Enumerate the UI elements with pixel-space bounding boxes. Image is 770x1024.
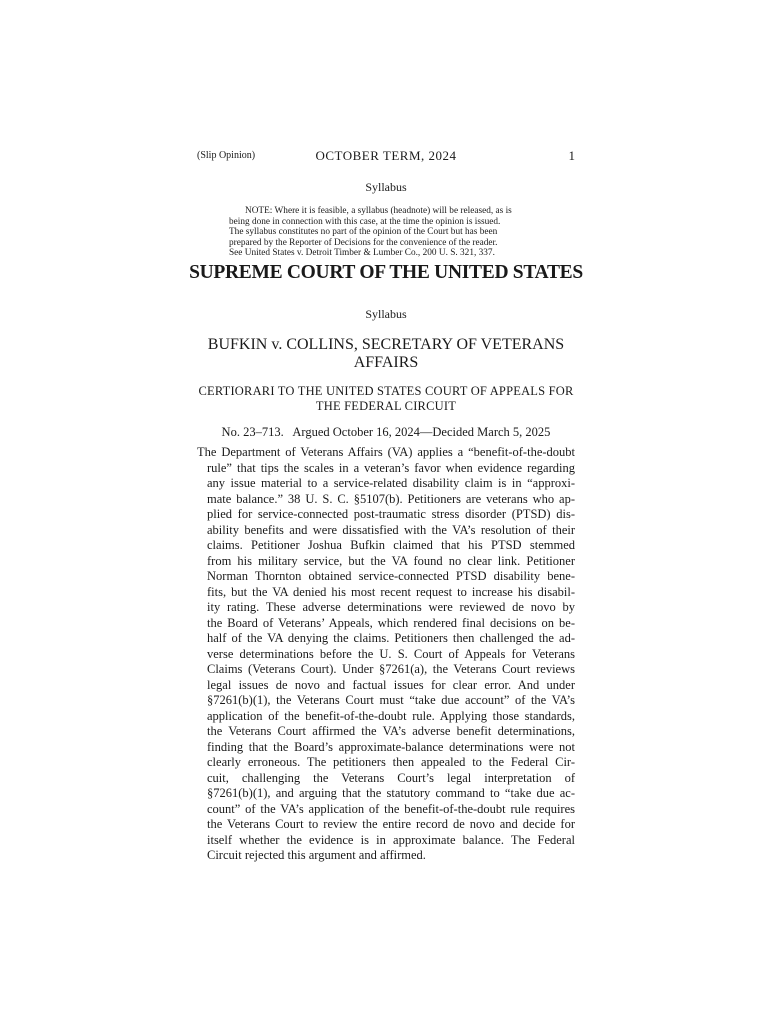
body-line: from his military service, but the VA found no clear link. Petitioner	[207, 553, 575, 568]
body-line: fits, but the VA denied his most recent request to increase his disabil-	[207, 584, 575, 599]
note-line: See United States v. Detroit Timber & Lumber Co., 200 U. S. 321, 337.	[229, 248, 495, 259]
certiorari-line: CERTIORARI TO THE UNITED STATES COURT OF APPEALS FOR	[198, 384, 574, 398]
body-line: finding that the Board’s approximate-balance determinations were not	[207, 739, 575, 754]
body-line: the Board of Veterans’ Appeals, which rendered final decisions on be-	[207, 615, 575, 630]
body-line: mate balance.” 38 U. S. C. §5107(b). Petitioners are veterans who ap-	[207, 491, 575, 506]
note-line: The syllabus constitutes no part of the opinion of the Court but has been	[229, 227, 498, 238]
reporter-note	[229, 206, 545, 259]
body-line: the Veterans Court to review the entire record de novo and decide for	[207, 817, 575, 831]
slip-opinion-label: (Slip Opinion)	[197, 150, 256, 161]
certiorari-line: THE FEDERAL CIRCUIT	[315, 399, 457, 413]
syllabus-title: Syllabus	[365, 307, 407, 321]
body-line: verse determinations before the U. S. Court of Appeals for Veterans	[207, 646, 575, 661]
note-line: being done in connection with this case, at the time the opinion is issued.	[229, 216, 501, 227]
syllabus-header: Syllabus	[365, 180, 407, 194]
page-header	[197, 148, 575, 164]
body-line: count” of the VA’s application of the benefit-of-the-doubt rule requires	[207, 801, 575, 816]
body-line: itself whether the evidence is in approximate balance. The Federal	[207, 832, 575, 847]
body-line: plied for service-connected post-traumatic stress disorder (PTSD) dis-	[207, 507, 575, 521]
body-line: cuit, challenging the Veterans Court’s legal interpretation of	[207, 770, 575, 785]
case-title	[197, 336, 575, 372]
body-line: half of the VA denying the claims. Petitioners then challenged the ad-	[207, 631, 575, 645]
body-line: ability benefits and were dissatisfied with the VA’s resolution of their	[207, 522, 575, 537]
body-line: any issue material to a service-related disability claim is in “approxi-	[207, 476, 575, 490]
note-line: NOTE: Where it is feasible, a syllabus (headnote) will be released, as is	[245, 206, 512, 216]
body-line: the Veterans Court affirmed the VA’s adverse benefit determinations,	[207, 724, 575, 738]
body-line: legal issues de novo and factual issues for clear error. And under	[207, 677, 575, 692]
docket-line: No. 23–713. Argued October 16, 2024—Decided March 5, 2025	[221, 425, 551, 439]
body-line: The Department of Veterans Affairs (VA) applies a “benefit-of-the-doubt	[197, 445, 575, 459]
body-line: Circuit rejected this argument and affirmed.	[207, 848, 426, 862]
body-line: claims. Petitioner Joshua Bufkin claimed that his PTSD stemmed	[207, 538, 575, 552]
court-name: SUPREME COURT OF THE UNITED STATES	[189, 262, 583, 283]
note-line: prepared by the Reporter of Decisions for the convenience of the reader.	[229, 237, 498, 248]
body-line: Norman Thornton obtained service-connected PTSD disability bene-	[207, 569, 575, 583]
body-line: application of the benefit-of-the-doubt rule. Applying those standards,	[207, 708, 575, 723]
body-line: §7261(b)(1), the Veterans Court must “take due account” of the VA’s	[207, 693, 575, 707]
body-line: ity rating. These adverse determinations were reviewed de novo by	[207, 600, 575, 614]
term-label: OCTOBER TERM, 2024	[315, 148, 457, 163]
body-line: Claims (Veterans Court). Under §7261(a), the Veterans Court reviews	[207, 662, 575, 676]
case-title-line: AFFAIRS	[353, 354, 419, 371]
body-line: rule” that tips the scales in a veteran’s favor when evidence regarding	[207, 460, 575, 475]
body-line: §7261(b)(1), and arguing that the statutory command to “take due ac-	[207, 786, 575, 800]
syllabus-body	[197, 445, 575, 864]
body-line: clearly erroneous. The petitioners then appealed to the Federal Cir-	[207, 755, 575, 769]
certiorari-heading	[197, 384, 575, 414]
page-number: 1	[568, 148, 575, 163]
case-title-line: BUFKIN v. COLLINS, SECRETARY OF VETERANS	[207, 336, 565, 353]
